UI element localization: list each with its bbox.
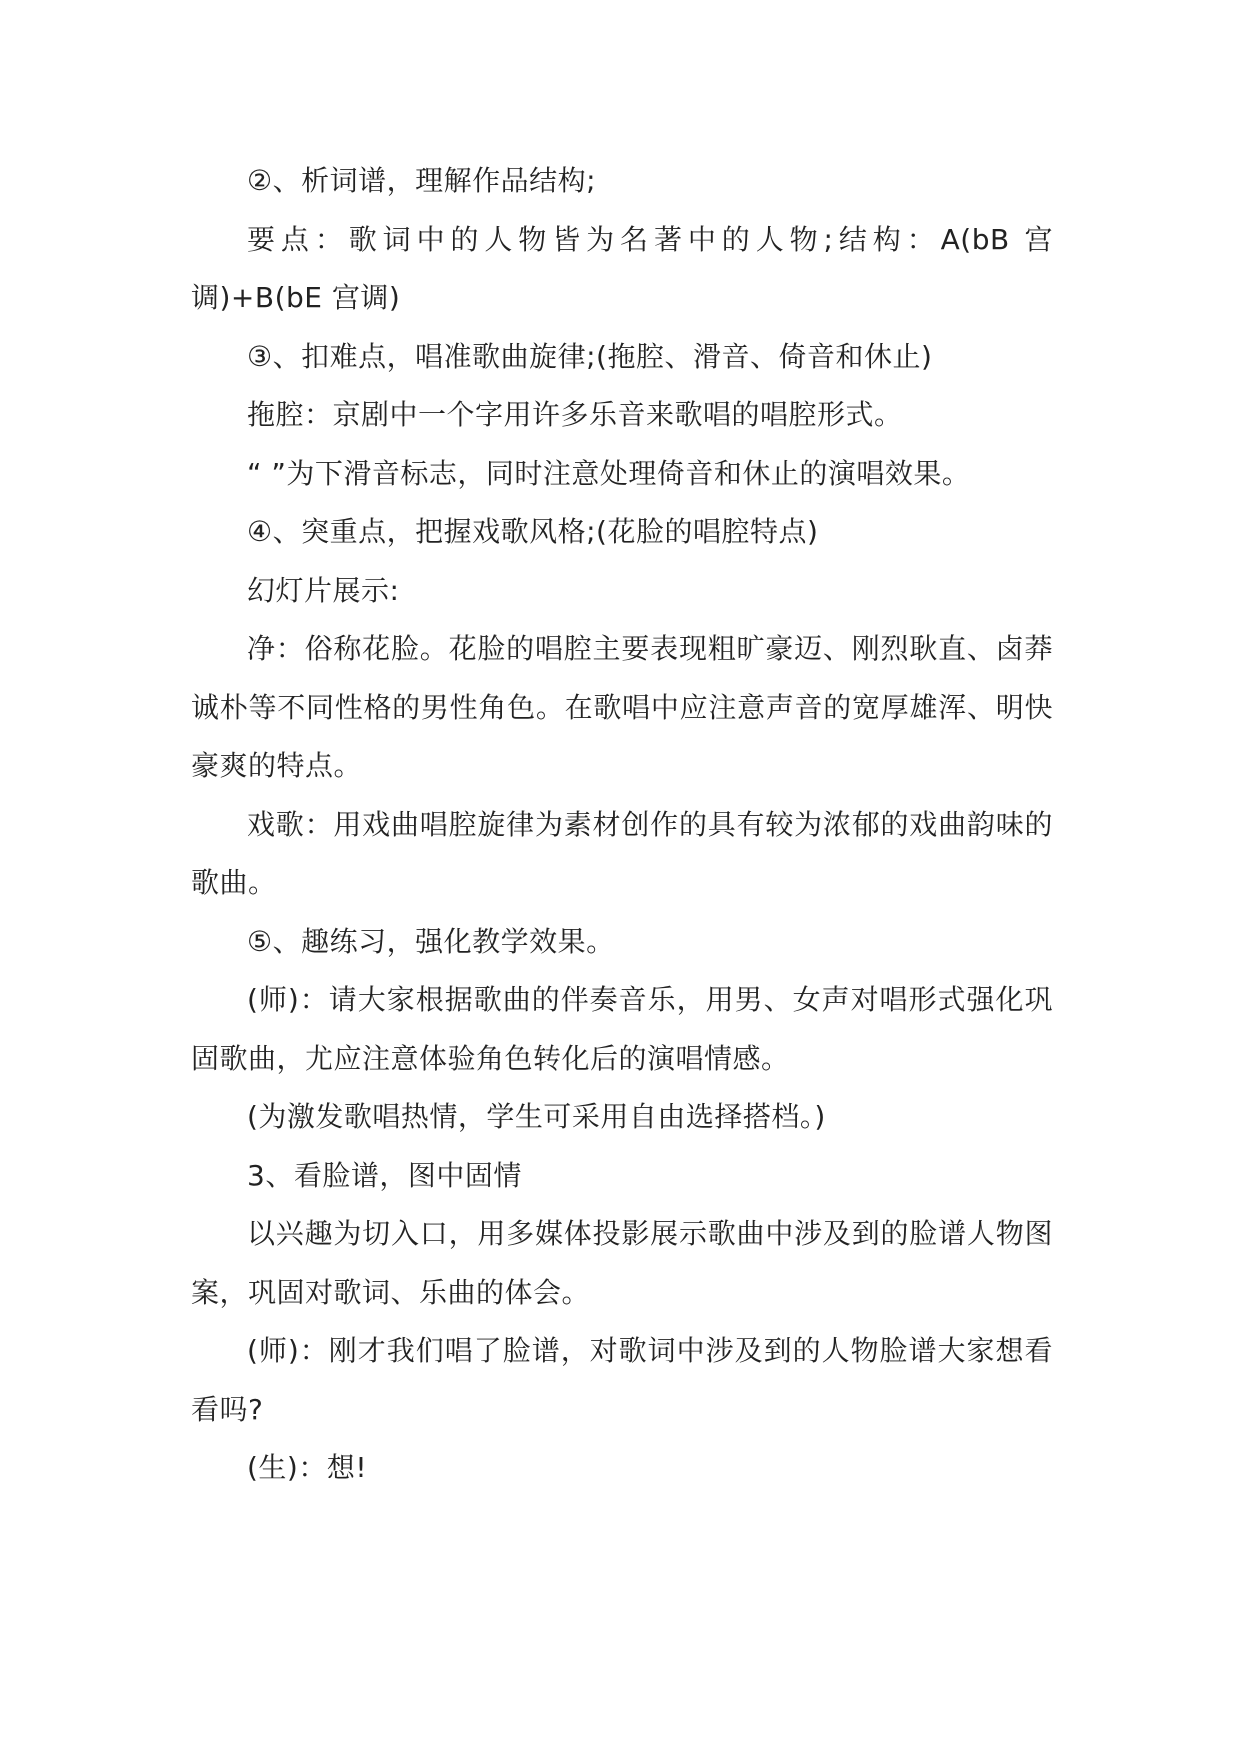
paragraph-xige: 戏歌：用戏曲唱腔旋律为素材创作的具有较为浓郁的戏曲韵味的歌曲。 <box>191 807 1053 899</box>
document-body <box>191 152 1053 1498</box>
paragraph-jing: 净：俗称花脸。花脸的唱腔主要表现粗旷豪迈、刚烈耿直、卤莽诚朴等不同性格的男性角色。在歌唱中应注意声音的宽厚雄浑、明快豪爽的特点。 <box>191 632 1053 782</box>
paragraph-step-5: ⑤、趣练习，强化教学效果。 <box>247 924 615 958</box>
paragraph-step-4: ④、突重点，把握戏歌风格;(花脸的唱腔特点) <box>247 515 819 548</box>
paragraph-key-points: 要点：歌词中的人物皆为名著中的人物;结构：A(bB 宫调)+B(bE 宫调) <box>191 222 1053 314</box>
paragraph-slideshow: 幻灯片展示: <box>247 573 400 607</box>
paragraph-note: (为激发歌唱热情，学生可采用自由选择搭档。) <box>247 1100 826 1133</box>
paragraph-glissando: “ ”为下滑音标志，同时注意处理倚音和休止的演唱效果。 <box>247 456 971 490</box>
paragraph-teacher-1: (师)：请大家根据歌曲的伴奏音乐，用男、女声对唱形式强化巩固歌曲，尤应注意体验角色转化后的演唱情感。 <box>191 983 1053 1075</box>
paragraph-multimedia: 以兴趣为切入口，用多媒体投影展示歌曲中涉及到的脸谱人物图案，巩固对歌词、乐曲的体会。 <box>191 1217 1053 1309</box>
paragraph-section-3: 3、看脸谱，图中固情 <box>247 1158 522 1192</box>
paragraph-teacher-2: (师)：刚才我们唱了脸谱，对歌词中涉及到的人物脸谱大家想看看吗? <box>191 1334 1053 1426</box>
paragraph-step-2: ②、析词谱，理解作品结构; <box>247 164 597 197</box>
paragraph-step-3: ③、扣难点，唱准歌曲旋律;(拖腔、滑音、倚音和休止) <box>247 339 933 373</box>
paragraph-student: (生)：想! <box>247 1451 368 1484</box>
paragraph-tuoqiang: 拖腔：京剧中一个字用许多乐音来歌唱的唱腔形式。 <box>247 398 903 431</box>
